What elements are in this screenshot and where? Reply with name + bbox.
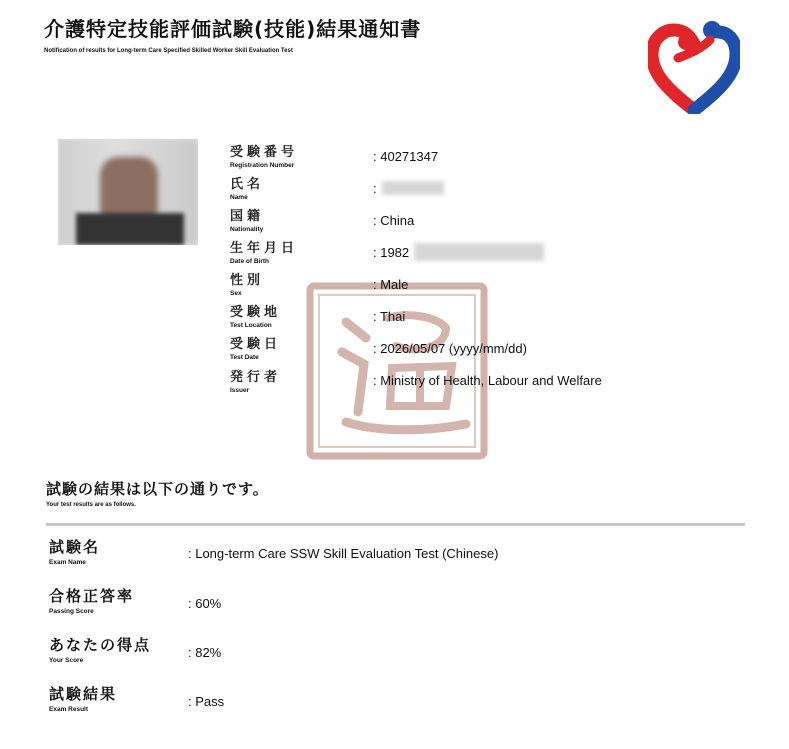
result-label-en-your-score: Your Score <box>49 657 84 664</box>
field-label-en-test-location: Test Location <box>230 322 272 329</box>
result-value-exam-name: : Long-term Care SSW Skill Evaluation Test (Chinese) <box>188 546 499 561</box>
field-value-name: : <box>373 181 377 196</box>
document-title: 介護特定技能評価試験(技能)結果通知書 <box>44 17 422 41</box>
field-value-nationality: : China <box>373 213 415 228</box>
results-subheading: Your test results are as follows. <box>46 502 136 508</box>
result-value-your-score: : 82% <box>188 645 222 660</box>
result-label-exam-name: 試験名 <box>49 538 101 556</box>
field-value-registration-number: : 40271347 <box>373 149 439 164</box>
field-value-issuer: : Ministry of Health, Labour and Welfare <box>373 373 602 388</box>
result-label-en-exam-name: Exam Name <box>49 559 86 566</box>
section-divider <box>46 523 745 526</box>
field-label-date-of-birth: 生年月日 <box>230 241 299 256</box>
document-subtitle: Notification of results for Long-term Care Specified Skilled Worker Skill Evaluation Test <box>44 48 293 54</box>
field-label-test-location: 受験地 <box>230 305 282 320</box>
field-label-test-date: 受験日 <box>230 337 282 352</box>
applicant-photo <box>58 139 198 245</box>
field-label-nationality: 国籍 <box>230 209 265 224</box>
field-value-sex: : Male <box>373 277 409 292</box>
result-label-passing-score: 合格正答率 <box>49 587 135 605</box>
field-label-en-test-date: Test Date <box>230 354 259 361</box>
field-label-en-registration-number: Registration Number <box>230 162 295 169</box>
redacted-name <box>382 181 444 195</box>
field-label-sex: 性別 <box>230 273 265 288</box>
field-label-en-date-of-birth: Date of Birth <box>230 258 269 265</box>
redacted-date-of-birth <box>414 243 544 261</box>
result-value-passing-score: : 60% <box>188 596 222 611</box>
field-label-en-nationality: Nationality <box>230 226 264 233</box>
result-label-exam-result: 試験結果 <box>49 685 118 703</box>
field-value-test-date: : 2026/05/07 (yyyy/mm/dd) <box>373 341 527 356</box>
result-label-en-exam-result: Exam Result <box>49 706 89 713</box>
ministry-logo <box>648 18 740 114</box>
field-label-en-name: Name <box>230 194 248 201</box>
field-value-date-of-birth: : 1982 <box>373 245 410 260</box>
result-value-exam-result: : Pass <box>188 694 225 709</box>
result-label-your-score: あなたの得点 <box>49 636 152 654</box>
result-label-en-passing-score: Passing Score <box>49 608 94 615</box>
field-value-test-location: : Thai <box>373 309 406 324</box>
field-label-issuer: 発行者 <box>230 370 282 385</box>
field-label-en-sex: Sex <box>230 290 242 297</box>
results-heading: 試験の結果は以下の通りです。 <box>46 480 269 498</box>
field-label-registration-number: 受験番号 <box>230 145 299 160</box>
field-label-en-issuer: Issuer <box>230 387 250 394</box>
field-label-name: 氏名 <box>230 177 265 192</box>
